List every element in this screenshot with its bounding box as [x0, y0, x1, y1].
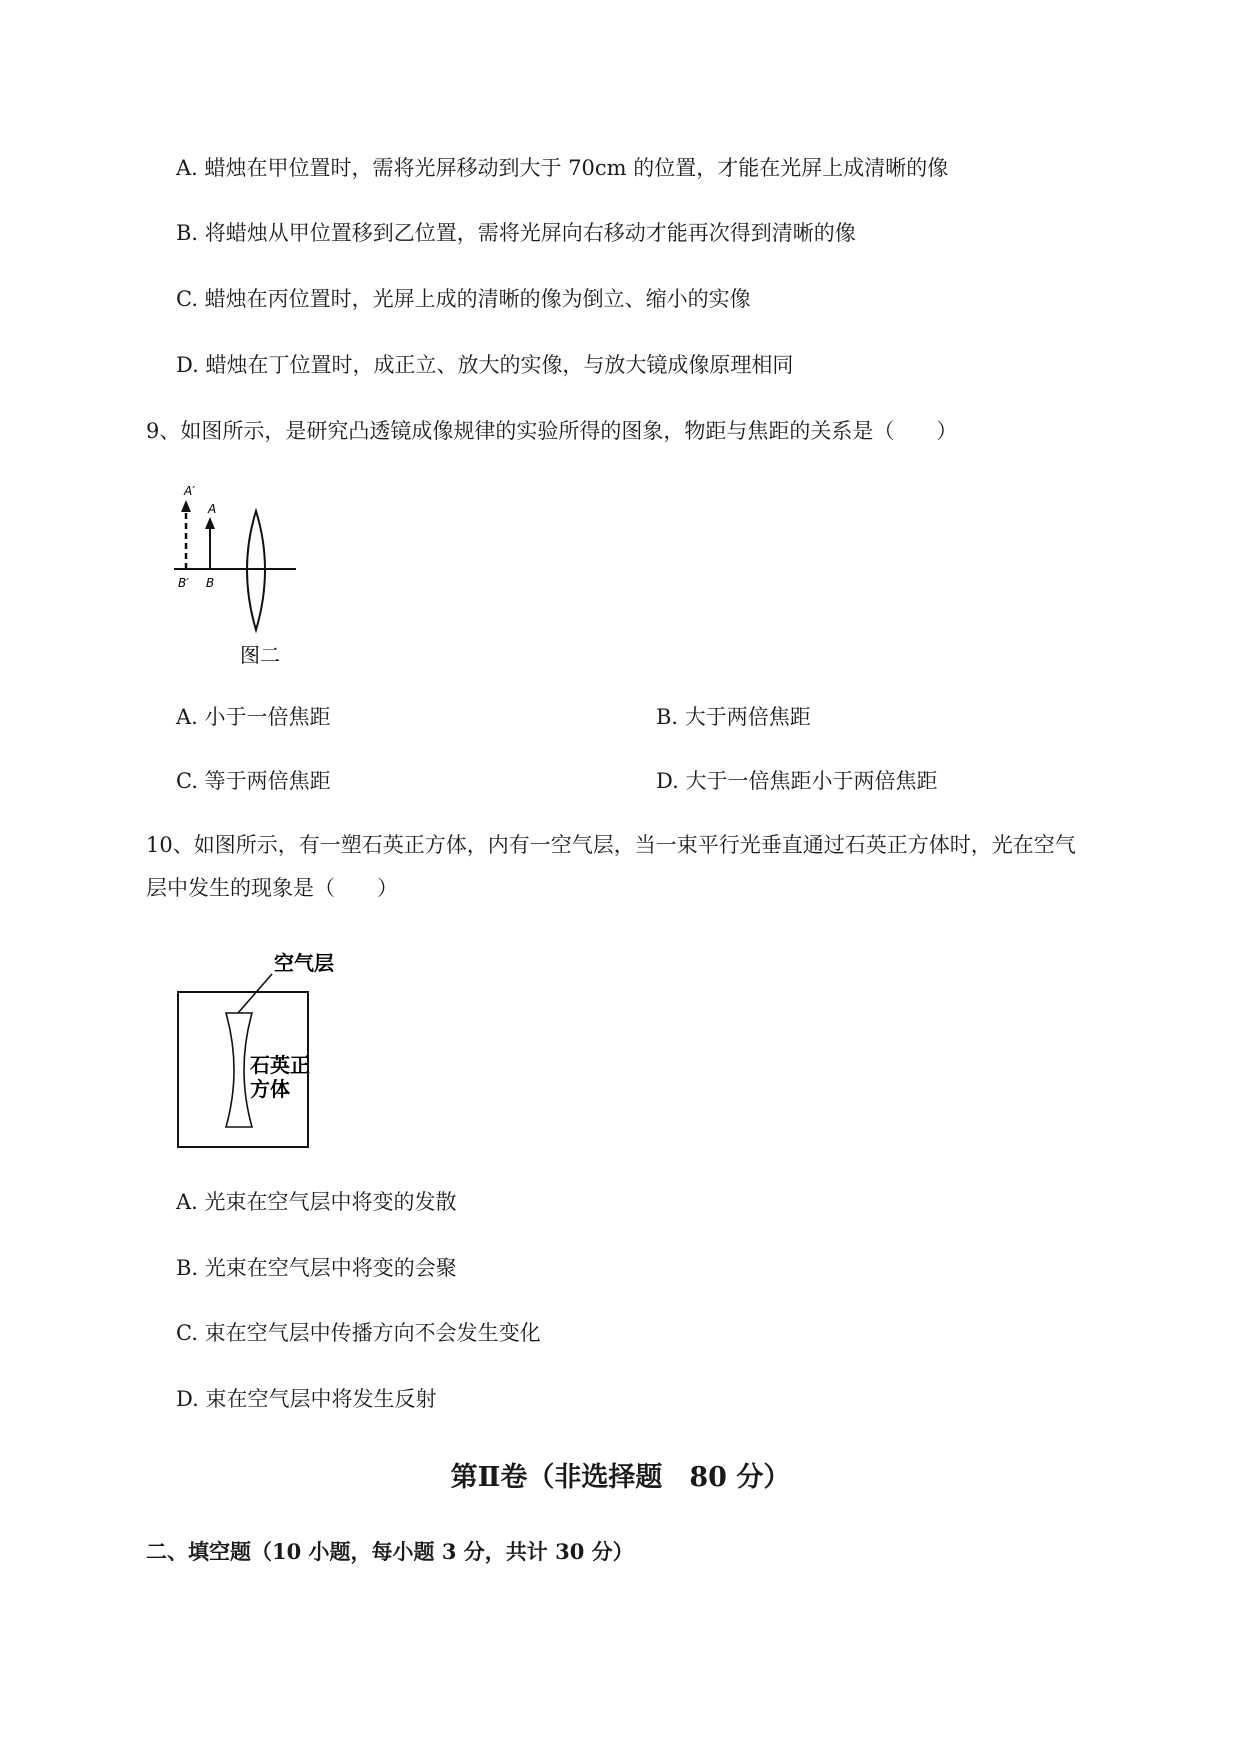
q10-figure-quartz-cube [170, 940, 350, 1150]
q8-option-d: D. 蜡烛在丁位置时，成正立、放大的实像，与放大镜成像原理相同 [176, 353, 794, 377]
label-quartz-2: 方体 [250, 1077, 290, 1101]
object-arrowhead [205, 517, 215, 529]
label-a: A [208, 502, 217, 516]
q8-option-a: A. 蜡烛在甲位置时，需将光屏移动到大于 70cm 的位置，才能在光屏上成清晰的像 [176, 156, 949, 180]
part-title: 二、填空题（10 小题，每小题 3 分，共计 30 分） [146, 1539, 634, 1564]
section-title: 第Ⅱ卷（非选择题 80 分） [450, 1462, 791, 1493]
leader-line [238, 974, 272, 1013]
label-air-layer: 空气层 [274, 951, 334, 975]
q10-option-b: B. 光束在空气层中将变的会聚 [176, 1256, 457, 1280]
q10-option-d: D. 束在空气层中将发生反射 [176, 1387, 437, 1411]
q10-stem-line2: 层中发生的现象是（ ） [146, 876, 398, 900]
q9-option-a: A. 小于一倍焦距 [176, 705, 331, 729]
q10-stem-line1: 10、如图所示，有一塑石英正方体，内有一空气层，当一束平行光垂直通过石英正方体时，光在空气 [146, 833, 1076, 857]
label-b: B [206, 576, 215, 590]
convex-lens [247, 511, 265, 630]
q9-option-c: C. 等于两倍焦距 [176, 769, 331, 793]
q8-option-c: C. 蜡烛在丙位置时，光屏上成的清晰的像为倒立、缩小的实像 [176, 287, 751, 311]
q9-figure-lens-diagram [170, 480, 310, 680]
label-quartz-1: 石英正 [250, 1053, 310, 1077]
q10-option-c: C. 束在空气层中传播方向不会发生变化 [176, 1321, 541, 1345]
q8-option-b: B. 将蜡烛从甲位置移到乙位置，需将光屏向右移动才能再次得到清晰的像 [176, 221, 856, 245]
air-layer [226, 1013, 252, 1127]
q9-option-b: B. 大于两倍焦距 [656, 705, 811, 729]
q9-stem: 9、如图所示，是研究凸透镜成像规律的实验所得的图象，物距与焦距的关系是（ ） [146, 419, 958, 443]
figure-caption: 图二 [240, 643, 280, 667]
virtual-image-arrowhead [181, 500, 191, 512]
q9-option-d: D. 大于一倍焦距小于两倍焦距 [656, 769, 938, 793]
q10-option-a: A. 光束在空气层中将变的发散 [176, 1190, 457, 1214]
label-a-prime: A′ [184, 484, 195, 498]
label-b-prime: B′ [178, 576, 189, 590]
